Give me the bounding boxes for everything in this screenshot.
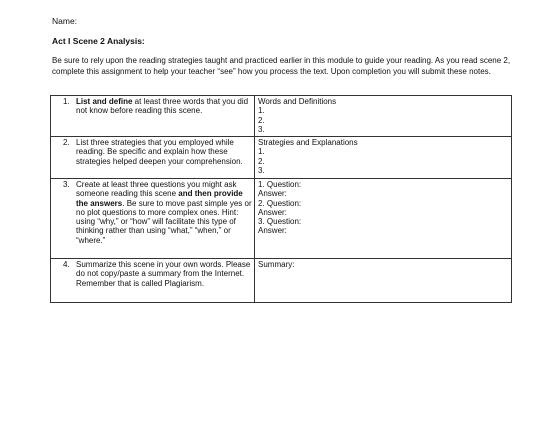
- task-bold-mid-3: and then provide the answers: [76, 189, 243, 208]
- task-text-3-start: Create at least three questions you might ask someone reading this scene: [76, 180, 237, 199]
- response-line: 1.: [258, 106, 265, 116]
- question-label: 3. Question:: [258, 217, 302, 227]
- task-text-3-end: . Be sure to move past simple yes or no plot questions to more complex ones. Hint: using “why,” or “how” will facilitate this type of thinking rather than using “what,” “when,” or “where.”: [76, 198, 252, 245]
- response-line: 1.: [258, 147, 265, 157]
- response-line: 2.: [258, 115, 265, 125]
- response-cell-2[interactable]: [255, 137, 512, 179]
- task-text-4: Summarize this scene in your own words. Please do not copy/paste a summary from the Internet. Remember that is called Plagiarism.: [76, 260, 251, 288]
- task-number-1: 1.: [63, 97, 70, 106]
- task-row-4: [51, 259, 512, 303]
- response-cell-3[interactable]: [255, 179, 512, 259]
- summary-label: Summary:: [258, 260, 295, 269]
- instructions-paragraph: Be sure to rely upon the reading strategies taught and practiced earlier in this module to guide your reading. As you read scene 2, complete this assignment to help your teacher “see” how you process the text. Upon completion you will submit these notes.: [52, 56, 511, 76]
- response-cell-4[interactable]: [255, 259, 512, 303]
- assignment-table: [50, 95, 512, 303]
- task-prompt-2: [51, 137, 255, 179]
- task-number-2: 2.: [63, 138, 70, 147]
- name-label: Name:: [52, 16, 78, 26]
- response-line: 3.: [258, 124, 265, 134]
- task-number-3: 3.: [63, 180, 70, 189]
- task-prompt-4: [51, 259, 255, 303]
- response-header-1: Words and Definitions: [258, 97, 337, 106]
- answer-label: Answer:: [258, 226, 287, 236]
- task-prompt-3: [51, 179, 255, 259]
- task-text-3: [76, 180, 252, 245]
- task-bold-lead-1: List and define: [76, 97, 133, 106]
- response-cell-1[interactable]: [255, 96, 512, 137]
- assignment-title: Act I Scene 2 Analysis:: [52, 36, 145, 46]
- task-text-1: [76, 97, 252, 116]
- task-row-3: [51, 179, 512, 259]
- answer-label: Answer:: [258, 189, 287, 199]
- response-line: 3.: [258, 165, 265, 175]
- question-label: 2. Question:: [258, 198, 302, 208]
- task-number-4: 4.: [63, 260, 70, 269]
- task-text-1-rest: at least three words that you did not know before reading this scene.: [76, 97, 249, 116]
- task-row-2: [51, 137, 512, 179]
- response-header-2: Strategies and Explanations: [258, 138, 358, 147]
- task-row-1: [51, 96, 512, 137]
- task-text-2: List three strategies that you employed while reading. Be specific and explain how these strategies helped deepen your comprehension.: [76, 138, 243, 166]
- question-label: 1. Question:: [258, 180, 302, 189]
- task-prompt-1: [51, 96, 255, 137]
- response-line: 2.: [258, 156, 265, 166]
- answer-label: Answer:: [258, 207, 287, 217]
